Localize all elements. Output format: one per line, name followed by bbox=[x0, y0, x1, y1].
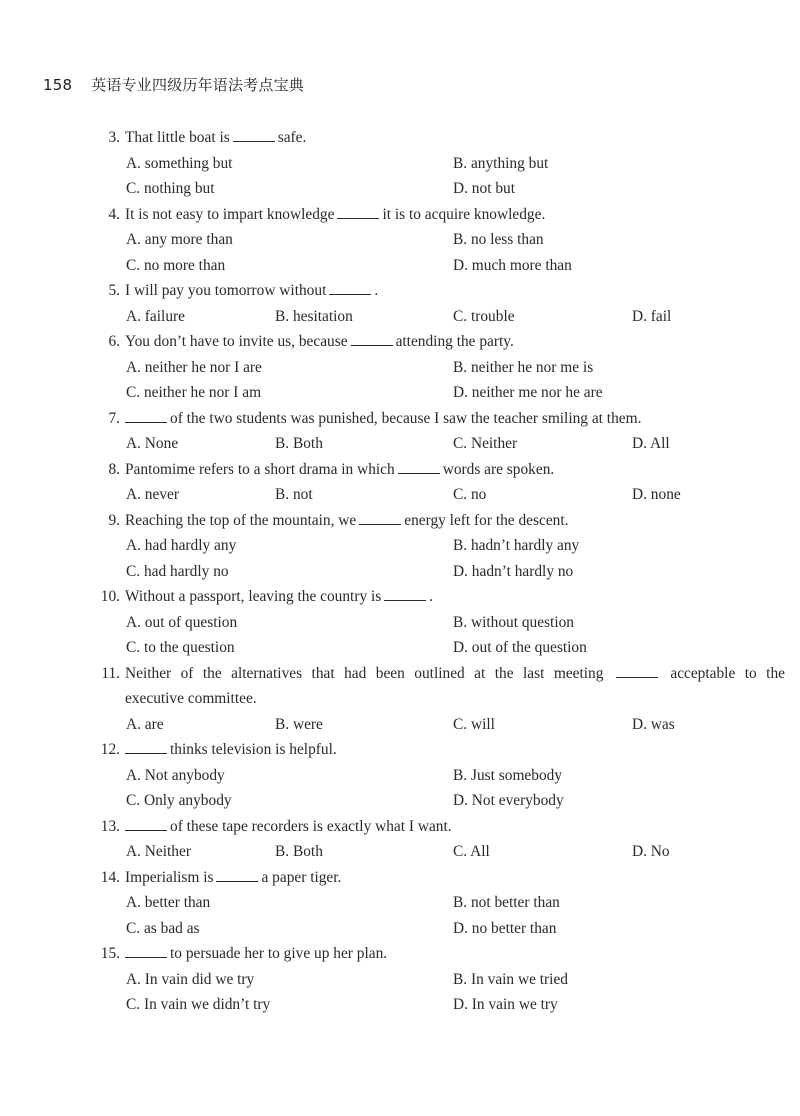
question-number: 13. bbox=[100, 817, 120, 835]
option-b: B. not better than bbox=[453, 894, 560, 911]
question-text: It is not easy to impart knowledge it is to acquire knowledge. bbox=[125, 205, 546, 223]
option-c: C. will bbox=[453, 715, 495, 733]
option-a: A. any more than bbox=[126, 231, 233, 248]
option-c: C. Neither bbox=[453, 435, 518, 452]
question-text: of these tape recorders is exactly what I want. bbox=[125, 814, 452, 840]
question-number: 7. bbox=[108, 409, 120, 427]
question-10 bbox=[0, 584, 800, 661]
question-number: 12. bbox=[100, 741, 120, 758]
question-8 bbox=[0, 457, 800, 508]
option-c: C. In vain we didn’t try bbox=[126, 996, 271, 1013]
option-c: C. All bbox=[453, 843, 490, 860]
option-a: A. better than bbox=[126, 894, 211, 911]
option-a: A. neither he nor I are bbox=[126, 358, 262, 376]
option-a: A. are bbox=[126, 715, 164, 733]
question-text: You don’t have to invite us, because attending the party. bbox=[125, 333, 514, 350]
option-c: C. Only anybody bbox=[126, 792, 232, 809]
option-b: B. neither he nor me is bbox=[453, 358, 594, 376]
option-a: A. None bbox=[126, 435, 179, 452]
option-a: A. something but bbox=[126, 154, 233, 172]
option-b: B. no less than bbox=[453, 231, 544, 248]
book-title: 英语专业四级历年语法考点宝典 bbox=[91, 76, 305, 94]
page-header bbox=[43, 74, 304, 95]
question-4 bbox=[0, 202, 800, 279]
question-number: 9. bbox=[108, 511, 120, 529]
option-b: B. In vain we tried bbox=[453, 970, 568, 988]
question-11 bbox=[0, 661, 800, 738]
question-3 bbox=[0, 125, 800, 202]
option-d: D. out of the question bbox=[453, 639, 587, 656]
question-14 bbox=[0, 865, 800, 942]
option-c: C. no more than bbox=[126, 256, 226, 274]
question-number: 11. bbox=[101, 664, 120, 682]
question-number: 15. bbox=[100, 945, 120, 962]
option-a: A. out of question bbox=[126, 613, 238, 631]
option-a: A. In vain did we try bbox=[126, 970, 255, 988]
option-d: D. was bbox=[632, 715, 675, 733]
answer-blank bbox=[359, 512, 401, 525]
option-b: B. were bbox=[275, 715, 323, 733]
question-6 bbox=[0, 329, 800, 406]
answer-blank bbox=[337, 206, 379, 219]
option-d: D. not but bbox=[453, 180, 515, 197]
question-text: Neither of the alternatives that had been outlined at the last meeting acceptable to the bbox=[125, 664, 785, 682]
answer-blank bbox=[125, 410, 167, 423]
answer-blank bbox=[616, 665, 658, 678]
answer-blank bbox=[384, 588, 426, 601]
question-text: to persuade her to give up her plan. bbox=[125, 941, 387, 967]
option-d: D. fail bbox=[632, 307, 672, 325]
page-number: 158 bbox=[43, 76, 73, 94]
option-b: B. hesitation bbox=[275, 307, 353, 325]
question-5 bbox=[0, 278, 800, 329]
option-c: C. nothing but bbox=[126, 180, 215, 197]
answer-blank bbox=[125, 818, 167, 831]
question-number: 5. bbox=[108, 282, 120, 299]
option-c: C. trouble bbox=[453, 307, 515, 325]
option-d: D. neither me nor he are bbox=[453, 384, 603, 401]
question-text: Reaching the top of the mountain, we energy left for the descent. bbox=[125, 511, 569, 529]
option-b: B. hadn’t hardly any bbox=[453, 537, 580, 554]
question-text: thinks television is helpful. bbox=[125, 737, 337, 763]
option-b: B. without question bbox=[453, 613, 574, 631]
option-a: A. failure bbox=[126, 307, 185, 325]
option-a: A. Not anybody bbox=[126, 766, 225, 784]
question-text: Without a passport, leaving the country is . bbox=[125, 588, 434, 605]
question-number: 4. bbox=[108, 205, 120, 223]
question-number: 6. bbox=[108, 333, 120, 350]
answer-blank bbox=[216, 869, 258, 882]
option-c: C. no bbox=[453, 486, 487, 503]
option-b: B. Just somebody bbox=[453, 766, 563, 784]
answer-blank bbox=[125, 945, 167, 958]
option-b: B. Both bbox=[275, 843, 323, 860]
question-text: That little boat is safe. bbox=[125, 129, 307, 146]
answer-blank bbox=[329, 282, 371, 295]
question-text-continuation: executive committee. bbox=[125, 690, 257, 707]
question-number: 14. bbox=[100, 868, 120, 886]
option-d: D. Not everybody bbox=[453, 792, 564, 809]
question-text: I will pay you tomorrow without . bbox=[125, 282, 379, 299]
answer-blank bbox=[398, 461, 440, 474]
question-text: of the two students was punished, because I saw the teacher smiling at them. bbox=[125, 406, 641, 432]
option-a: A. had hardly any bbox=[126, 537, 237, 554]
question-13 bbox=[0, 814, 800, 865]
option-a: A. never bbox=[126, 486, 179, 503]
option-d: D. All bbox=[632, 435, 670, 452]
option-b: B. Both bbox=[275, 435, 323, 452]
question-7 bbox=[0, 406, 800, 457]
option-c: C. as bad as bbox=[126, 919, 200, 937]
option-c: C. to the question bbox=[126, 639, 235, 656]
option-c: C. had hardly no bbox=[126, 562, 229, 580]
question-number: 3. bbox=[108, 129, 120, 146]
option-d: D. No bbox=[632, 843, 670, 860]
answer-blank bbox=[233, 129, 275, 142]
option-a: A. Neither bbox=[126, 843, 191, 860]
question-number: 10. bbox=[100, 588, 120, 605]
option-d: D. hadn’t hardly no bbox=[453, 562, 574, 580]
answer-blank bbox=[351, 333, 393, 346]
option-b: B. not bbox=[275, 486, 313, 503]
option-d: D. In vain we try bbox=[453, 996, 558, 1013]
question-list bbox=[0, 125, 800, 1018]
option-d: D. no better than bbox=[453, 919, 557, 937]
option-c: C. neither he nor I am bbox=[126, 384, 262, 401]
question-9 bbox=[0, 508, 800, 585]
option-d: D. none bbox=[632, 486, 681, 503]
question-number: 8. bbox=[108, 460, 120, 478]
question-text: Imperialism is a paper tiger. bbox=[125, 868, 342, 886]
answer-blank bbox=[125, 741, 167, 754]
question-15 bbox=[0, 941, 800, 1018]
option-b: B. anything but bbox=[453, 154, 549, 172]
question-12 bbox=[0, 737, 800, 814]
question-text: Pantomime refers to a short drama in which words are spoken. bbox=[125, 460, 555, 478]
option-d: D. much more than bbox=[453, 256, 572, 274]
